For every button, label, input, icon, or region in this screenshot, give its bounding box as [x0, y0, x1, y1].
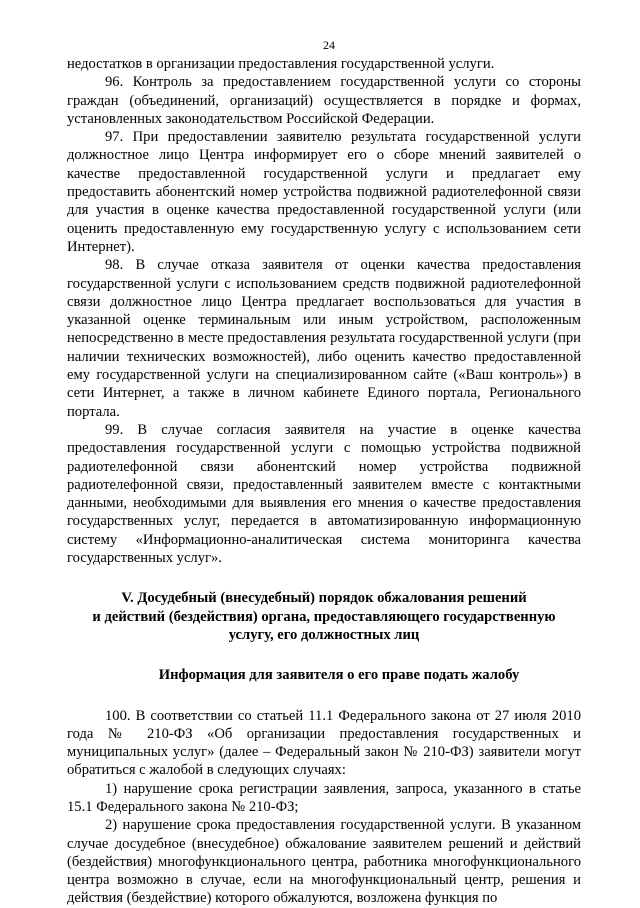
- list-item-1: 1) нарушение срока регистрации заявления, запроса, указанного в статье 15.1 Федерального закона № 210-ФЗ;: [67, 780, 581, 815]
- paragraph-97: 97. При предоставлении заявителю результата государственной услуги должностное лицо Центра информирует его о сборе мнений заявителей о качестве предоставленной государственной услуги и предлагает ему предоставить абонентский номер устройства подвижной радиотелефонной связи для участия в оценке качества предоставленной государственной услуги (или оценить предоставленную ему государственную услугу с использованием сети Интернет).: [67, 129, 581, 255]
- paragraph-98: 98. В случае отказа заявителя от оценки качества предоставления государственной услуги с использованием средств подвижной радиотелефонной связи должностное лицо Центра предлагает воспользоваться для участия в указанной оценке терминальным или иным устройством, расположенным непосредственно в месте предоставления результата государственной услуги (при наличии технических возможностей), либо оценить качество предоставленной ему государственной услуги на специализированном сайте («Ваш контроль») в сети Интернет, а также в личном кабинете Единого портала, Регионального портала.: [67, 257, 581, 420]
- list-item-2: 2) нарушение срока предоставления государственной услуги. В указанном случае досудебное (внесудебное) обжалование заявителем решений и действий (бездействия) многофункционального центра, работника многофункционального центра возможно в случае, если на многофункциональный центр, решения и действия (бездействие) которого обжалуются, возложена функция по: [67, 817, 581, 907]
- section-heading-line-3: услугу, его должностных лиц: [228, 626, 420, 643]
- paragraph-99: 99. В случае согласия заявителя на участие в оценке качества предоставления государственной услуги с помощью устройства подвижной радиотелефонной связи абонентский номер устройства подвижной радиотелефонной связи, предоставленный заявителем вместе с контактными данными, необходимыми для выявления его мнения о качестве предоставления государственных услуг, передается в автоматизированную информационную систему «Информационно-аналитическая система мониторинга качества государственных услуг».: [67, 421, 581, 567]
- paragraph-100: 100. В соответствии со статьей 11.1 Федерального закона от 27 июля 2010 года № 210-ФЗ «Об организации предоставления государственных и муниципальных услуг» (далее – Федеральный закон № 210-ФЗ) заявители могут обратиться с жалобой в следующих случаях:: [67, 707, 581, 779]
- section-heading: [67, 589, 581, 644]
- subsection-heading: Информация для заявителя о его праве подать жалобу: [158, 667, 520, 684]
- paragraph-continuation: недостатков в организации предоставления государственной услуги.: [67, 56, 495, 72]
- section-heading-line-2: и действий (бездействия) органа, предоставляющего государственную: [92, 608, 556, 625]
- page-number: 24: [323, 38, 335, 52]
- document-page: [67, 0, 581, 908]
- paragraph-96: 96. Контроль за предоставлением государственной услуги со стороны граждан (объединений, организаций) осуществляется в порядке и формах, установленных законодательством Российской Федерации.: [67, 74, 581, 127]
- section-heading-line-1: V. Досудебный (внесудебный) порядок обжалования решений: [121, 590, 527, 607]
